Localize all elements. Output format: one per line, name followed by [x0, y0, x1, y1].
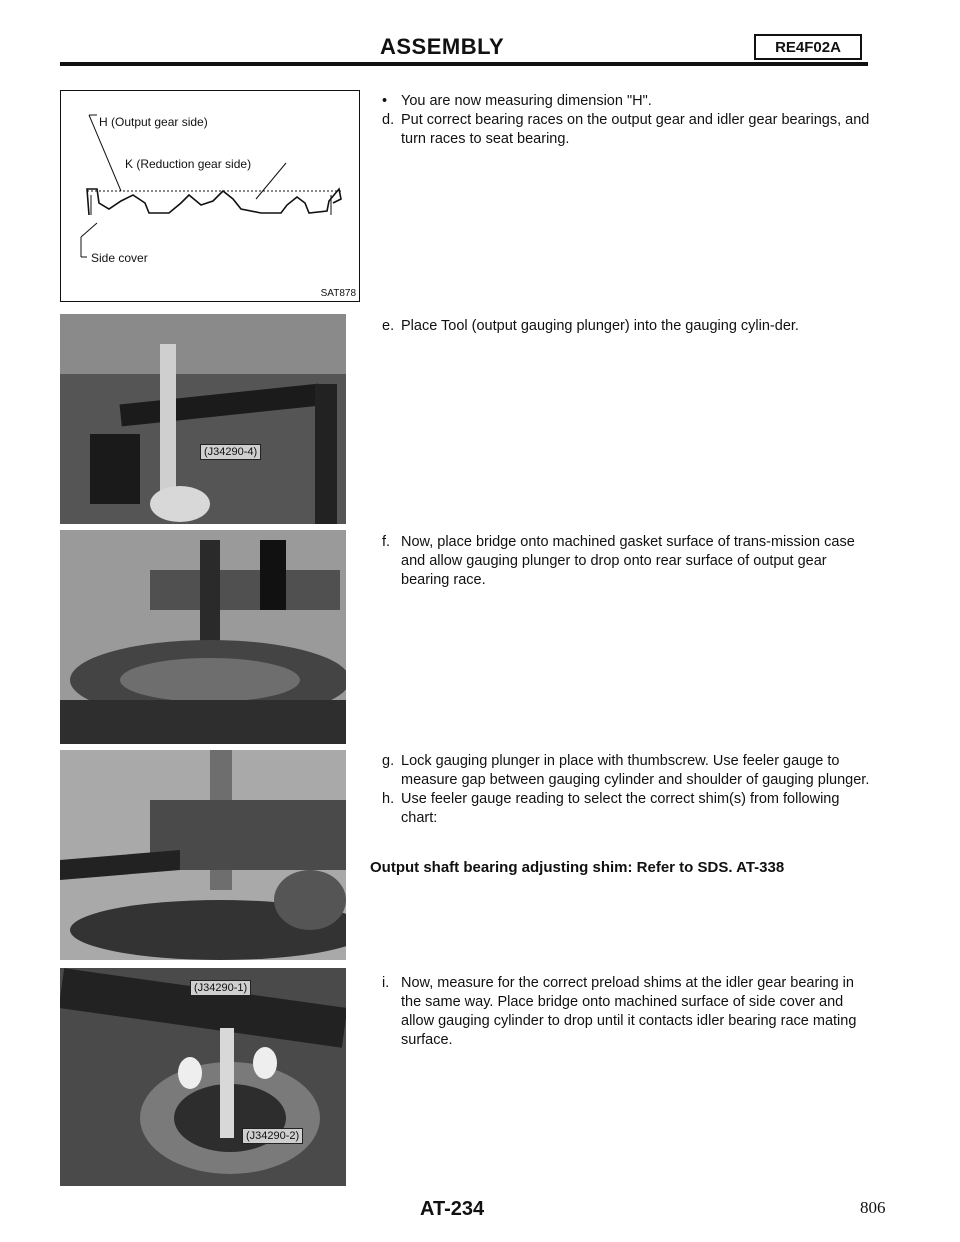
step-marker: f. — [382, 534, 391, 550]
step-text: Lock gauging plunger in place with thumbscrew. Use feeler gauge to measure gap between gauging cylinder and shoulder of gauging plunger. — [401, 753, 870, 788]
tool-label-j34290-4: (J34290-4) — [200, 444, 261, 460]
step-text: Now, measure for the correct preload shims at the idler gear bearing in the same way. Place bridge onto machined surface of side cover and allow gauging cylinder to drop until it contacts idler bearing race mating surface. — [401, 975, 857, 1048]
photo-feeler-gauge — [60, 750, 346, 960]
step-e — [370, 317, 870, 336]
step-text: Now, place bridge onto machined gasket surface of trans-mission case and allow gauging plunger to drop onto rear surface of output gear bearing race. — [401, 534, 855, 588]
step-marker: i. — [382, 975, 390, 991]
step-text: Put correct bearing races on the output gear and idler gear bearings, and turn races to seat bearing. — [401, 112, 870, 147]
label-k: K (Reduction gear side) — [125, 157, 252, 171]
step-g — [370, 752, 870, 790]
step-text: Use feeler gauge reading to select the correct shim(s) from following chart: — [401, 791, 840, 826]
steps-group-4 — [370, 752, 870, 828]
steps-group-5 — [370, 974, 870, 1050]
photo-idler-bearing — [60, 968, 346, 1186]
photo-shapes — [60, 530, 346, 744]
step-i — [370, 974, 870, 1050]
step-bullet — [370, 92, 870, 111]
photo-shapes — [60, 750, 346, 960]
label-h: H (Output gear side) — [99, 115, 208, 129]
tool-label-j34290-1: (J34290-1) — [190, 980, 251, 996]
step-marker: d. — [382, 112, 395, 128]
step-marker: e. — [382, 318, 395, 334]
step-h — [370, 790, 870, 828]
photo-shapes — [60, 314, 346, 524]
header-rule — [60, 62, 868, 66]
steps-group-2 — [370, 317, 870, 336]
shim-note: Output shaft bearing adjusting shim: Refer to SDS. AT-338 — [370, 859, 785, 876]
page-title: ASSEMBLY — [380, 34, 505, 59]
page-code: AT-234 — [420, 1198, 485, 1220]
measurement-diagram — [60, 90, 360, 302]
step-d — [370, 111, 870, 149]
step-marker: • — [382, 93, 388, 109]
steps-group-3 — [370, 533, 870, 590]
figure-code: SAT878 — [320, 288, 356, 299]
step-marker: h. — [382, 791, 395, 807]
photo-shapes — [60, 968, 346, 1186]
label-side-cover: Side cover — [91, 251, 148, 265]
page-number: 806 — [860, 1198, 886, 1217]
tool-label-j34290-2: (J34290-2) — [242, 1128, 303, 1144]
step-marker: g. — [382, 753, 395, 769]
step-f — [370, 533, 870, 590]
model-badge: RE4F02A — [754, 34, 862, 60]
photo-gauging-plunger — [60, 314, 346, 524]
steps-group-1 — [370, 92, 870, 149]
step-text: Place Tool (output gauging plunger) into the gauging cylin-der. — [401, 318, 799, 334]
step-text: You are now measuring dimension "H". — [401, 93, 652, 109]
photo-bridge-on-case — [60, 530, 346, 744]
